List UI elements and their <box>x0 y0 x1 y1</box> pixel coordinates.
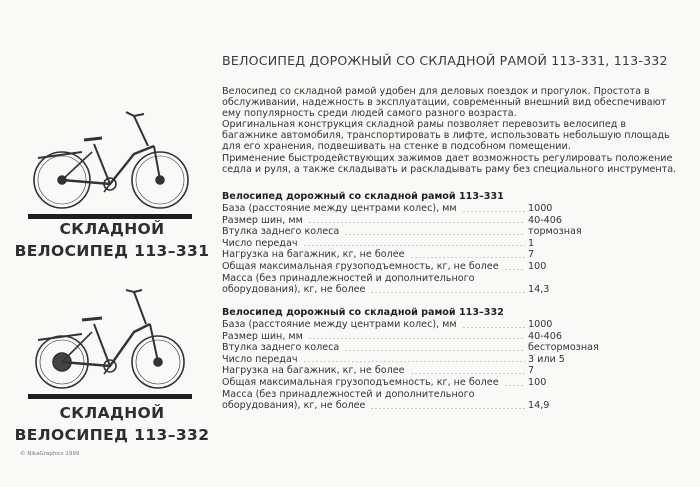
caption-line-2: ВЕЛОСИПЕД 113–332 <box>14 426 210 444</box>
intro-paragraph: Оригинальная конструкция складной рамы позволяет перевозить велосипед в багажнике автомобиля, транспортировать в лифте, использовать небольшую площадь для его хранения, подвешивать на стенке в подсобном помещении. <box>222 119 670 153</box>
caption-rule <box>28 394 192 399</box>
spec-row <box>222 389 662 412</box>
spec-heading-113-331: Велосипед дорожный со складной рамой 113–331 <box>222 191 504 202</box>
spec-value: тормозная <box>528 226 582 238</box>
spec-label: Общая максимальная грузоподъемность, кг, не более <box>222 376 499 388</box>
bike-caption-113-331 <box>14 218 210 262</box>
intro-paragraph: Применение быстродействующих зажимов дает возможность регулировать положение седла и руля, а также складывать и раскладывать раму без специального инструмента. <box>222 152 677 175</box>
leader-dots <box>410 257 525 258</box>
leader-dots <box>410 373 525 374</box>
spec-label: Число передач <box>222 237 298 249</box>
leader-dots <box>462 211 525 212</box>
spec-row <box>222 331 662 343</box>
spec-row <box>222 203 662 215</box>
page-title: ВЕЛОСИПЕД ДОРОЖНЫЙ СО СКЛАДНОЙ РАМОЙ 113-331, 113-332 <box>222 53 668 68</box>
copyright-note: © NikaGraphics 1999 <box>20 451 80 457</box>
spec-label: Число передач <box>222 353 298 365</box>
spec-value: 100 <box>528 260 547 272</box>
spec-row <box>222 215 662 227</box>
spec-label-line-2: оборудования), кг, не более <box>222 400 366 412</box>
spec-value: 40-406 <box>528 330 562 342</box>
spec-label: Втулка заднего колеса <box>222 342 340 354</box>
spec-row <box>222 365 662 377</box>
spec-row <box>222 273 662 296</box>
spec-value: 40-406 <box>528 214 562 226</box>
spec-label: Втулка заднего колеса <box>222 226 340 238</box>
leader-dots <box>344 234 525 235</box>
leader-dots <box>504 385 525 386</box>
spec-label: База (расстояние между центрами колес), мм <box>222 203 457 214</box>
leader-dots <box>370 408 525 409</box>
spec-value: 100 <box>528 376 547 388</box>
spec-label: Нагрузка на багажник, кг, не более <box>222 249 405 261</box>
spec-value: 14,9 <box>528 400 550 412</box>
spec-label-line-1: Масса (без принадлежностей и дополнительного <box>222 388 475 400</box>
intro-paragraph: Велосипед со складной рамой удобен для деловых поездок и прогулок. Простота в обслуживании, надежность в эксплуатации, современный внешний вид обеспечивают ему популярность среди людей самого разного возраста. <box>222 86 667 120</box>
spec-label: Нагрузка на багажник, кг, не более <box>222 365 405 377</box>
spec-label: Размер шин, мм <box>222 330 303 342</box>
spec-value: 7 <box>528 249 535 261</box>
bike-caption-113-332 <box>14 402 210 446</box>
caption-line-1: СКЛАДНОЙ <box>59 404 165 422</box>
spec-row <box>222 238 662 250</box>
spec-value: бестормозная <box>528 342 599 354</box>
leader-dots <box>308 222 525 223</box>
leader-dots <box>504 269 525 270</box>
bicycle-113-331-illustration <box>22 106 198 216</box>
caption-line-2: ВЕЛОСИПЕД 113–331 <box>14 242 210 260</box>
spec-value: 7 <box>528 365 535 377</box>
spec-row <box>222 342 662 354</box>
leader-dots <box>344 350 525 351</box>
caption-line-1: СКЛАДНОЙ <box>59 220 165 238</box>
spec-list-113-332 <box>222 319 662 412</box>
spec-value: 1 <box>528 237 535 249</box>
leader-dots <box>303 245 526 246</box>
spec-label: База (расстояние между центрами колес), мм <box>222 319 457 330</box>
leader-dots <box>370 292 525 293</box>
spec-row <box>222 377 662 389</box>
spec-label: Общая максимальная грузоподъемность, кг, не более <box>222 260 499 272</box>
spec-label: Размер шин, мм <box>222 214 303 226</box>
intro-text <box>222 86 684 175</box>
spec-value: 3 или 5 <box>528 353 565 365</box>
leader-dots <box>308 338 525 339</box>
leader-dots <box>462 327 525 328</box>
spec-row <box>222 249 662 261</box>
spec-row <box>222 319 662 331</box>
spec-row <box>222 226 662 238</box>
spec-row <box>222 354 662 366</box>
leader-dots <box>303 361 526 362</box>
bicycle-113-332-illustration <box>26 288 194 394</box>
spec-list-113-331 <box>222 203 662 296</box>
spec-value: 1000 <box>528 203 553 214</box>
spec-row <box>222 261 662 273</box>
spec-label-line-2: оборудования), кг, не более <box>222 284 366 296</box>
spec-label-line-1: Масса (без принадлежностей и дополнительного <box>222 272 475 284</box>
spec-value: 1000 <box>528 319 553 330</box>
spec-value: 14,3 <box>528 284 550 296</box>
spec-heading-113-332: Велосипед дорожный со складной рамой 113–332 <box>222 307 504 318</box>
